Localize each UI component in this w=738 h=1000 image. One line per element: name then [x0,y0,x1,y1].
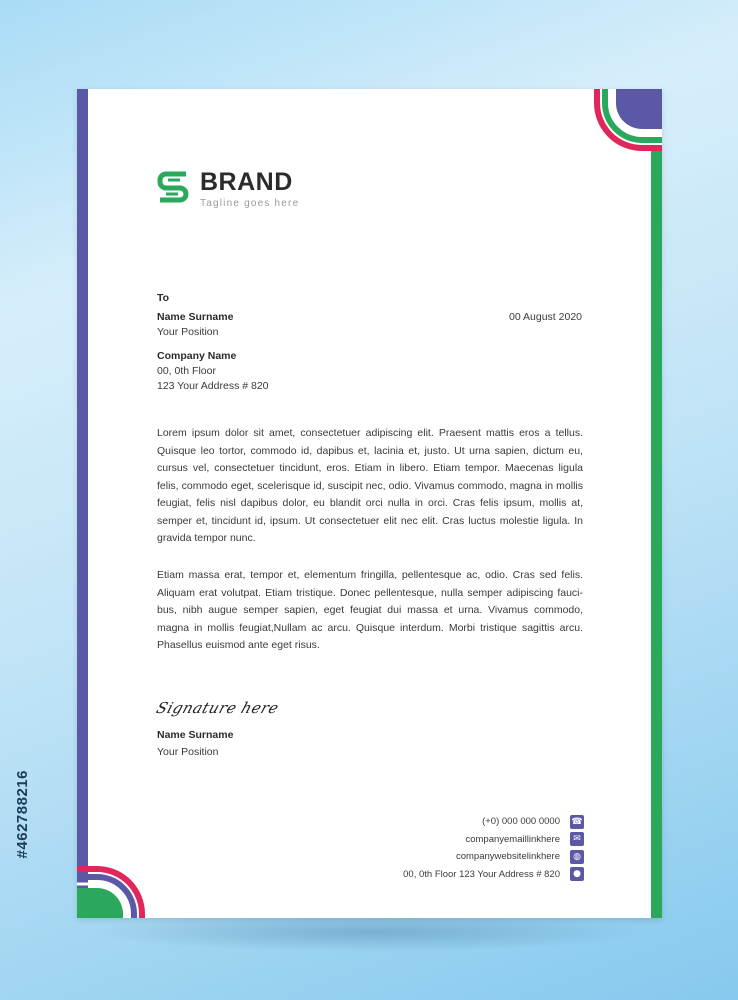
to-label: To [157,292,170,304]
contact-row-phone [403,813,584,831]
email-icon: ✉ [570,832,584,846]
contact-address: 00, 0th Floor 123 Your Address # 820 [403,868,560,880]
top-right-corner-decoration [587,89,662,164]
s-logo-icon [156,170,190,204]
company-name: Company Name [157,350,237,362]
brand-tagline: Tagline goes here [200,198,300,209]
address-line-1: 00, 0th Floor [157,365,216,377]
stock-id-text: #462788216 [14,770,31,859]
brand-block [156,170,299,209]
signature-script: Signature here [154,699,282,717]
bottom-left-corner-decoration [77,843,152,918]
body-paragraph-1: Lorem ipsum dolor sit amet, consectetuer adipiscing elit. Praesent mattis eros a tellus. Quisque leo tortor, commodo id, dapibus et, lacinia et, justo. Ut urna sapien, dictum eu, cursus vel, consectetuer tincidunt, eros. Etiam in libero. Etiam tempor. Maecenas ligula felis, commodo eget, scelerisque id, suscipit nec, odio. Vivamus commodo, magna in mollis feugiat, felis nisl dapibus dolor, eu blandit orci nulla in orci. Cras felis ipsum, mollis at, semper et, tincidunt id, ipsum. Ut consectetuer elit nec elit. Cras luctus molestie ligula. In gravida tempor nunc. [157,427,583,544]
right-green-bar [651,147,662,918]
contact-row-website [403,848,584,866]
contact-website: companywebsitelinkhere [455,851,560,863]
address-line-2: 123 Your Address # 820 [157,380,269,392]
recipient-name: Name Surname [157,311,234,323]
signature-position: Your Position [157,746,219,758]
contact-email: companyemaillinkhere [465,833,560,845]
location-pin-icon: ● [570,867,584,881]
signature-name: Name Surname [157,729,234,741]
globe-icon: ◍ [570,850,584,864]
contact-phone: (+0) 000 000 0000 [482,816,560,828]
left-purple-bar [77,89,88,918]
page-shadow [90,912,650,952]
contact-block [403,813,584,883]
contact-row-email [403,831,584,849]
recipient-position: Your Position [157,326,219,338]
contact-row-address [403,866,584,884]
letterhead-page [77,89,662,918]
letter-date: 00 August 2020 [509,311,582,323]
brand-name: BRAND [200,168,293,196]
phone-icon: ☎ [571,816,583,827]
body-paragraph-2: Etiam massa erat, tempor et, elementum fringilla, pellentesque ac, odio. Cras sed felis. Aliquam erat volutpat. Etiam tristique. Donec pellentesque, nulla semper adipiscing fauci-bus, nibh augue semper sapien, eget feugiat dui massa et urna. Vivamus commodo, magna in mollis feugiat,Nullam ac arcu. Quisque interdum. Morbi tristique sagittis arcu. Phasellus euismod ante eget risus. [157,569,583,651]
